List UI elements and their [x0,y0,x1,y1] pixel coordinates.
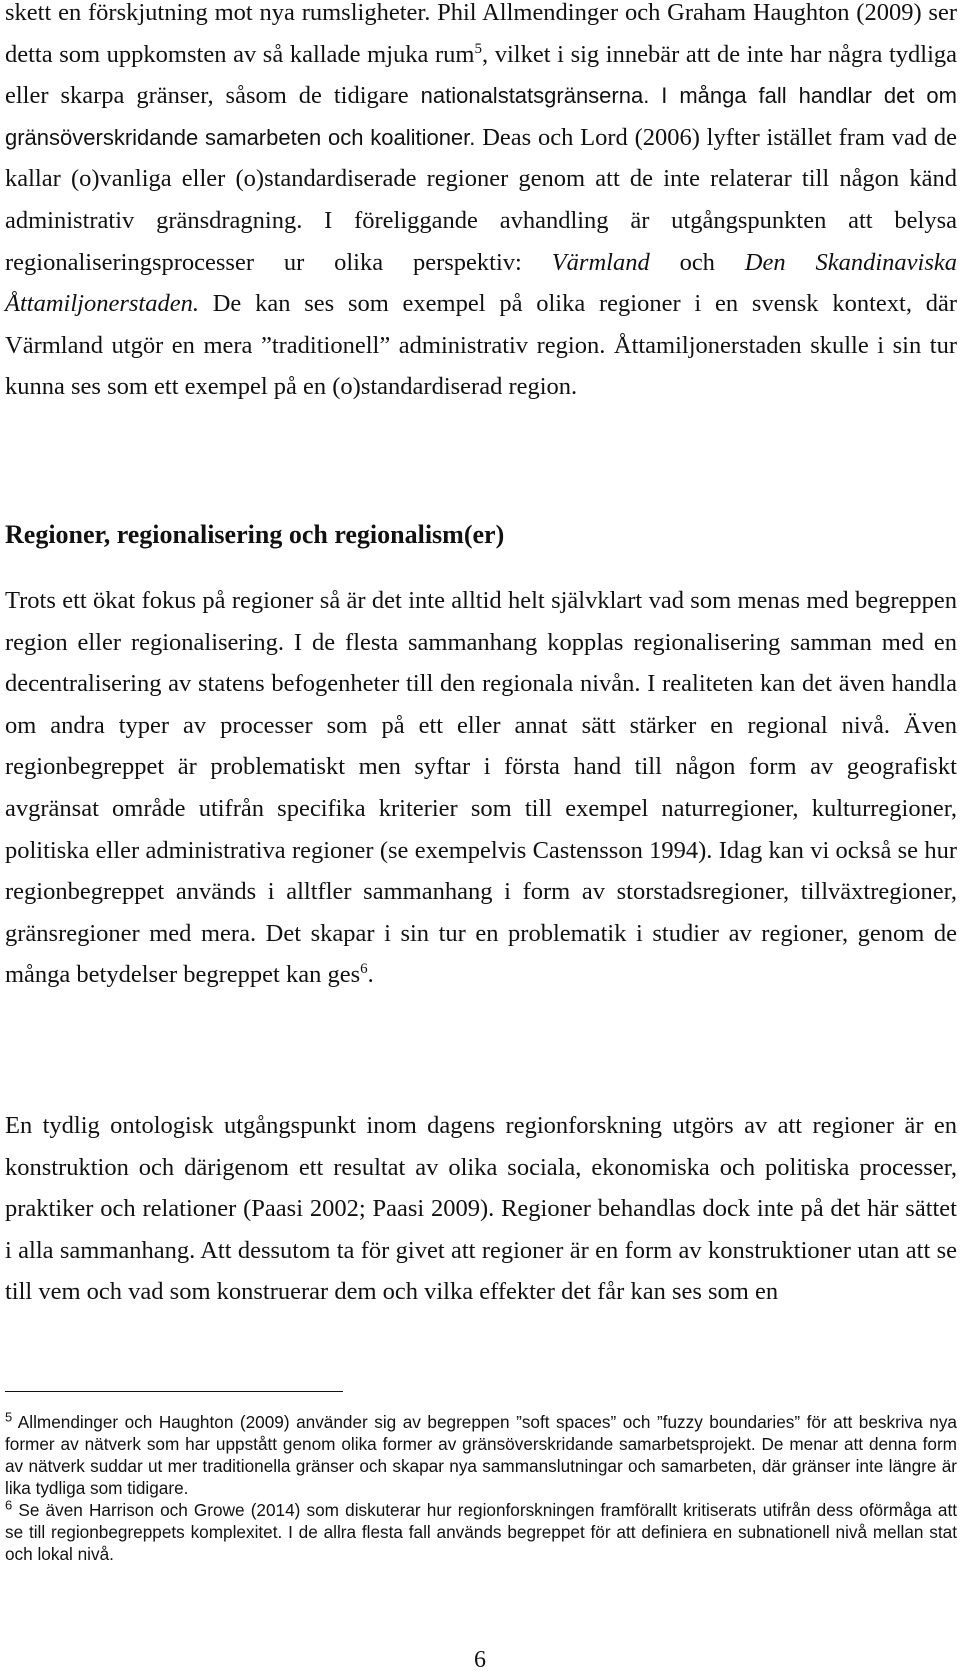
paragraph-1-text-c: Deas och Lord (2006) lyfter istället fram vad de kallar (o)vanliga eller (o)standardiserade regioner genom att de inte relaterar till någon känd administrativ gränsdragning. I föreliggande avhandling är utgångspunkten att belysa regionaliseringsprocesser ur olika perspektiv: [5,123,957,276]
footnote-ref-5[interactable]: 5 [474,40,482,57]
footnote-5-number: 5 [5,1409,13,1425]
paragraph-1-text-a: skett en förskjutning mot nya rumsligheter. Phil Allmendinger och Graham Haughton (2009) ser detta som uppkomsten av så kallade mjuka rum [5,0,957,68]
paragraph-3-text: En tydlig ontologisk utgångspunkt inom dagens regionforskning utgörs av att regioner är en konstruktion och därigenom ett resultat av olika sociala, ekonomiska och politiska processer, praktiker och relationer (Paasi 2002; Paasi 2009). Regioner behandlas dock inte på det här sättet i alla sammanhang. Att dessutom ta för givet att regioner är en form av konstruktioner utan att se till vem och vad som konstruerar dem och vilka effekter det får kan ses som en [5,1112,957,1306]
footnote-5 [5,1411,957,1499]
footnote-5-text: Allmendinger och Haughton (2009) använder sig av begreppen ”soft spaces” och ”fuzzy boundaries” för att beskriva nya former av nätverk som har uppstått genom olika former av gränsöverskridande samarbetsprojekt. De menar att denna form av nätverk suddar ut mer traditionella gränser och skapar nya sammanslutningar och samarbeten, där gränser inte längre är lika tydliga som tidigare. [5,1412,957,1498]
paragraph-1-text-d: och [649,248,745,276]
footnote-ref-6[interactable]: 6 [360,961,368,978]
paragraph-1-text-sans: nationalstatsgränserna. I många fall handlar det om gränsöverskridande samarbeten och koalitioner. [5,83,957,150]
body-paragraph-2 [5,580,957,996]
page-number: 6 [474,1647,486,1673]
paragraph-1-text-e: De kan ses som exempel på olika regioner i en svensk kontext, där Värmland utgör en mera ”traditionell” administrativ region. Åttamiljonerstaden skulle i sin tur kunna ses som ett exempel på en (o)standardiserad region. [5,290,957,401]
paragraph-1-text-b: , vilket i sig innebär att de inte har några tydliga eller skarpa gränser, såsom de tidigare [5,40,957,110]
italic-term-attamiljonerstaden: Den Skandinaviska Åttamiljonerstaden. [5,248,957,318]
body-paragraph-1 [5,0,957,408]
italic-term-varmland: Värmland [551,248,650,276]
body-paragraph-3 [5,1105,957,1313]
paragraph-2-text: Trots ett ökat fokus på regioner så är det inte alltid helt självklart vad som menas med begreppen region eller regionalisering. I de flesta sammanhang kopplas regionalisering samman med en decentralisering av statens befogenheter till den regionala nivån. I realiteten kan det även handla om andra typer av processer som på ett eller annat sätt stärker en regional nivå. Även regionbegreppet är problematiskt men syftar i första hand till någon form av geografiskt avgränsat område utifrån specifika kriterier som till exempel naturregioner, kulturregioner, politiska eller administrativa regioner (se exempelvis Castensson 1994). Idag kan vi också se hur regionbegreppet används i alltfler sammanhang i form av storstadsregioner, tillväxtregioner, gränsregioner med mera. Det skapar i sin tur en problematik i studier av regioner, genom de många betydelser begreppet kan ges [5,587,957,989]
paragraph-2-end: . [367,961,374,989]
footnote-6 [5,1499,957,1565]
footnote-6-text: Se även Harrison och Growe (2014) som diskuterar hur regionforskningen framförallt kritiserats utifrån dess oförmåga att se till regionbegreppets komplexitet. I de allra flesta fall används begreppet för att definiera en subnationell nivå mellan stat och lokal nivå. [5,1500,958,1564]
footnotes [5,1402,957,1565]
section-heading: Regioner, regionalisering och regionalism(er) [5,520,505,549]
footnote-6-number: 6 [5,1497,13,1513]
footnote-separator [5,1391,343,1392]
